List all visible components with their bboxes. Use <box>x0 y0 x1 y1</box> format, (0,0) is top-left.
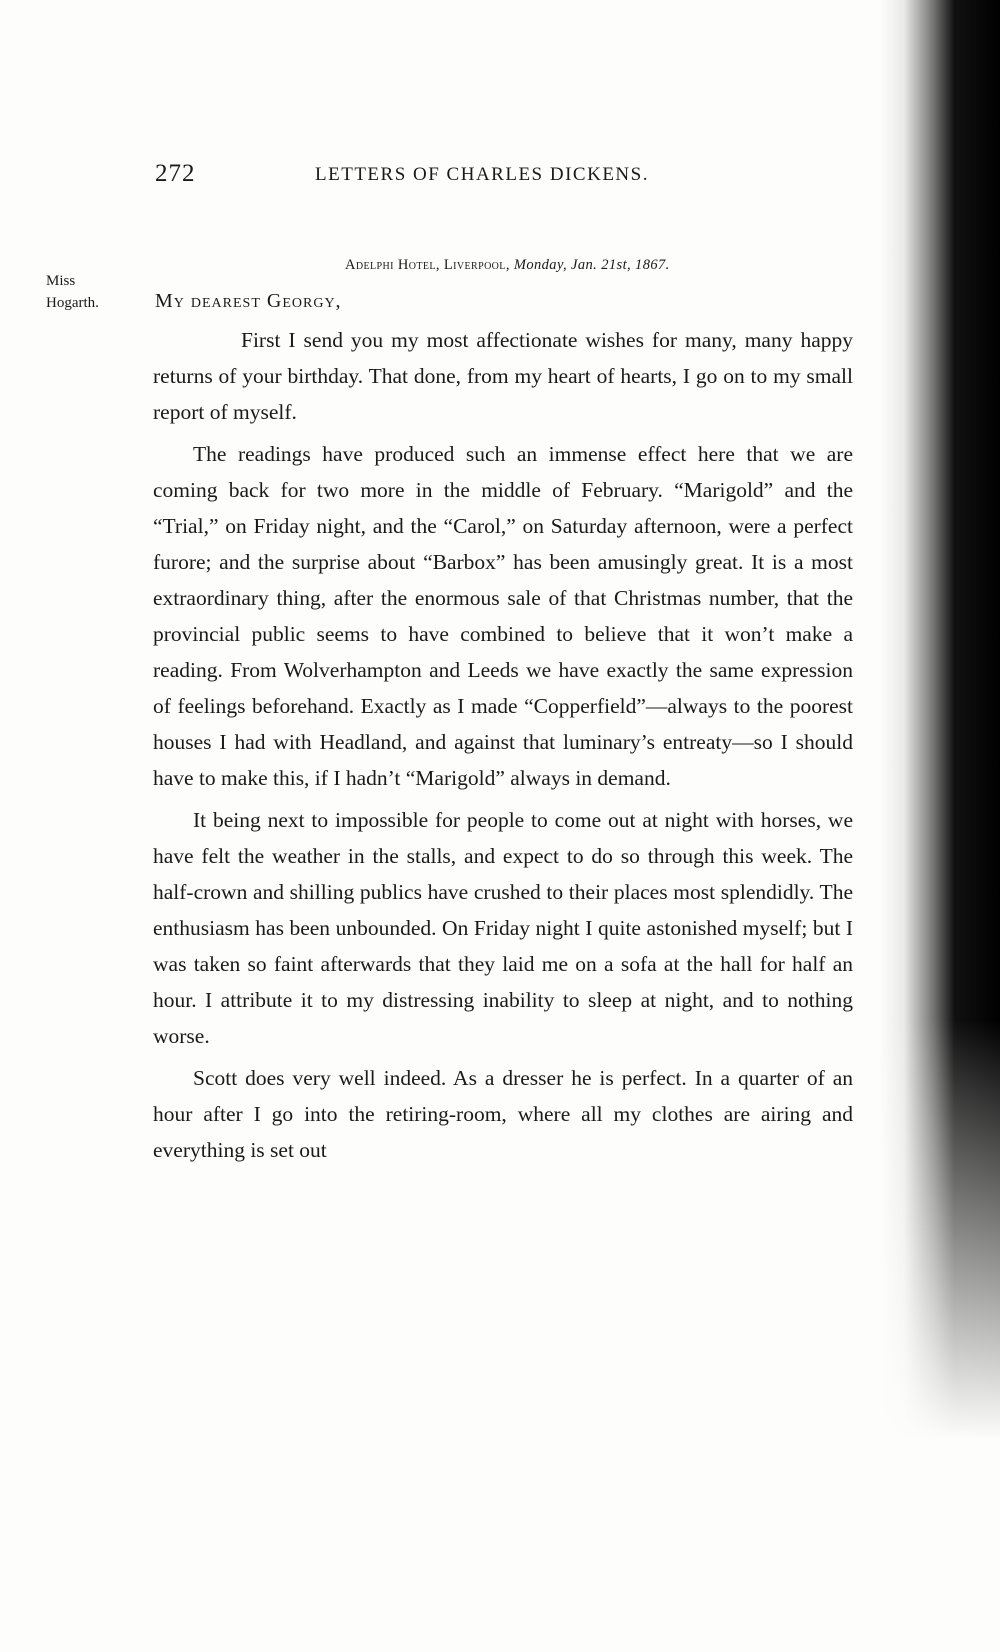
gutter-cover <box>880 1440 1000 1652</box>
letter-dateline <box>345 257 670 274</box>
gutter-fade <box>880 1020 1000 1440</box>
dateline-date: Monday, Jan. 21st, 1867. <box>513 257 670 273</box>
paragraph-2: The readings have produced such an immense effect here that we are coming back for two more in the middle of February. “Marigold” and the “Trial,” on Friday night, and the “Carol,” on Saturday afternoon, were a perfect furore; and the surprise about “Barbox” has been amusingly great. It is a most extraordinary thing, after the enormous sale of that Christmas number, that the provincial public seems to have combined to believe that it won’t make a reading. From Wolverhampton and Leeds we have exactly the same expression of feelings beforehand. Exactly as I made “Copperfield”—always to the poorest houses I had with Headland, and against that luminary’s entreaty—so I should have to make this, if I hadn’t “Marigold” always in demand. <box>153 442 853 790</box>
page-header <box>155 160 855 200</box>
paragraph-4: Scott does very well indeed. As a dresser he is perfect. In a quarter of an hour after I go into the retiring-room, where all my clothes are airing and everything is set out <box>153 1066 853 1162</box>
dateline-place: Adelphi Hotel, Liverpool, <box>345 257 510 273</box>
letter-salutation: My dearest Georgy, <box>155 290 342 312</box>
margin-note-line-1: Miss <box>46 273 76 289</box>
margin-note <box>46 270 136 314</box>
running-head: LETTERS OF CHARLES DICKENS. <box>315 164 649 185</box>
margin-note-line-2: Hogarth. <box>46 295 99 311</box>
letter-body <box>153 322 853 1174</box>
paragraph-1: First I send you my most affectionate wishes for many, many happy returns of your birthday. That done, from my heart of hearts, I go on to my small report of myself. <box>153 328 853 424</box>
page-number: 272 <box>155 160 196 187</box>
paragraph-3: It being next to impossible for people to come out at night with horses, we have felt the weather in the stalls, and expect to do so through this week. The half-crown and shilling publics have crushed to their places most splendidly. The enthusiasm has been unbounded. On Friday night I quite astonished myself; but I was taken so faint afterwards that they laid me on a sofa at the hall for half an hour. I attribute it to my distressing inability to sleep at night, and to nothing worse. <box>153 808 853 1048</box>
